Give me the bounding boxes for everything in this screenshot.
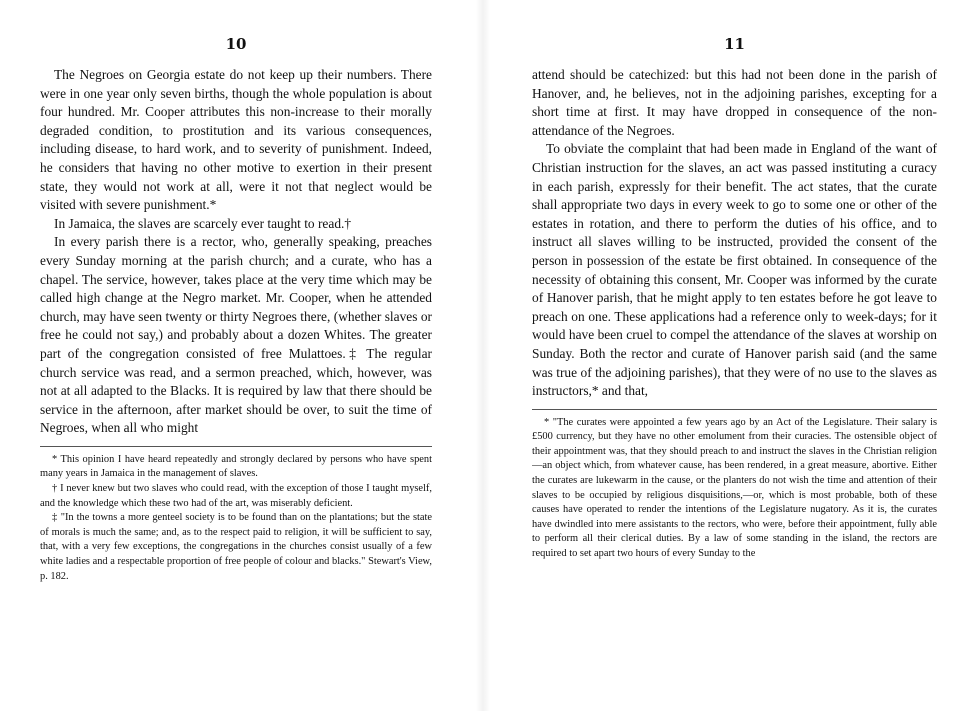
footnote-divider-right — [532, 409, 937, 410]
left-body-text — [40, 66, 432, 438]
left-footnote: * This opinion I have heard repeatedly and strongly declared by persons who have spent many years in Jamaica in the management of slaves. — [40, 453, 432, 480]
page-number-left: 10 — [225, 35, 247, 53]
page-number-right: 11 — [724, 35, 745, 53]
left-footnote: † I never knew but two slaves who could read, with the exception of those I taught myself, and the knowledge which these two had of the art, was miserably deficient. — [40, 483, 432, 509]
right-body-text — [532, 66, 937, 401]
right-paragraph: attend should be catechized: but this had not been done in the parish of Hanover, and, he believes, not in the adjoining parishes, excepting for a short time at first. It may have dropped in consequence of the non-attendance of the Negroes. — [532, 67, 937, 138]
left-paragraph: In Jamaica, the slaves are scarcely ever taught to read.† — [54, 215, 352, 231]
footnote-divider-left — [40, 446, 432, 447]
right-footnotes — [532, 416, 937, 562]
left-page — [40, 0, 432, 711]
right-page — [532, 0, 937, 711]
right-footnote: * "The curates were appointed a few years ago by an Act of the Legislature. Their salary is £500 currency, but they have no other emolument from their curacies. The ostensible object of their appointment was, that they should preach to and instruct the slaves in the Christian religion—an object which, from whatever cause, has been rendered, in a great measure, abortive. Either the curates are lukewarm in the cause, or the planters do not wish the time and attention of their slaves to be occupied by religious disquisitions,—or, which is most probable, both of these causes have operated to render the intentions of the Legislature nugatory. As it is, the curates have dwindled into mere assistants to the rectors, who were, before their appointment, fully able to perform all their clerical duties. By a law of some standing in the island, the rectors are required to set apart two hours of every Sunday to the — [532, 416, 937, 560]
right-paragraph: To obviate the complaint that had been made in England of the want of Christian instruction for the slaves, an act was passed instituting a curacy in each parish, expressly for their benefit. The act states, that the curate shall appropriate two days in every week to go to some one or other of the estates in rotation, and there to perform the duties of his office, and to instruct all slaves willing to be instructed, provided the consent of the person in possession of the estate be first obtained. In consequence of the necessity of obtaining this consent, Mr. Cooper was informed by the curate of Hanover parish, that he might apply to ten estates before he got leave to preach on one. These applications had a reference only to week-days; for it would have been cruel to compel the attendance of the slaves at worship on Sunday. Both the rector and curate of Hanover parish said (and the same was true of the adjoining parishes), that they were of no use to the slaves as instructors,* and that, — [532, 141, 937, 399]
left-paragraph: The Negroes on Georgia estate do not keep up their numbers. There were in one year only seven births, though the whole population is about four hundred. Mr. Cooper attributes this non-increase to their morally degraded condition, to prostitution and its various consequences, including disease, to hard work, and to severity of punishment. Indeed, he considers that having no other motive to exertion in their present state, they would not work at all, were it not that neglect would be visited with severe punishment.* — [40, 67, 432, 213]
left-footnotes — [40, 453, 432, 584]
left-paragraph: In every parish there is a rector, who, generally speaking, preaches every Sunday morning at the parish church; and a curate, who has a chapel. The service, however, takes place at the very time which may be called high change at the Negro market. Mr. Cooper, when he attended church, may have seen twenty or thirty Negroes there, (whether slaves or free he could not say,) and probably about a dozen Whites. The greater part of the congregation consisted of free Mulattoes.‡ The regular church service was read, and a sermon preached, which, however, was not at all adapted to the Blacks. It is required by law that there should be service in the afternoon, after market should be over, to suit the time of Negroes, when all who might — [40, 234, 432, 436]
book-gutter — [476, 0, 490, 711]
left-footnote: ‡ "In the towns a more genteel society is to be found than on the plantations; but the state of morals is much the same; and, as to the respect paid to religion, it will be sufficient to say, that, with a very few exceptions, the congregations in the churches consist usually of a few white ladies and a respectable proportion of free people of colour and blacks." Stewart's View, p. 182. — [40, 512, 432, 582]
